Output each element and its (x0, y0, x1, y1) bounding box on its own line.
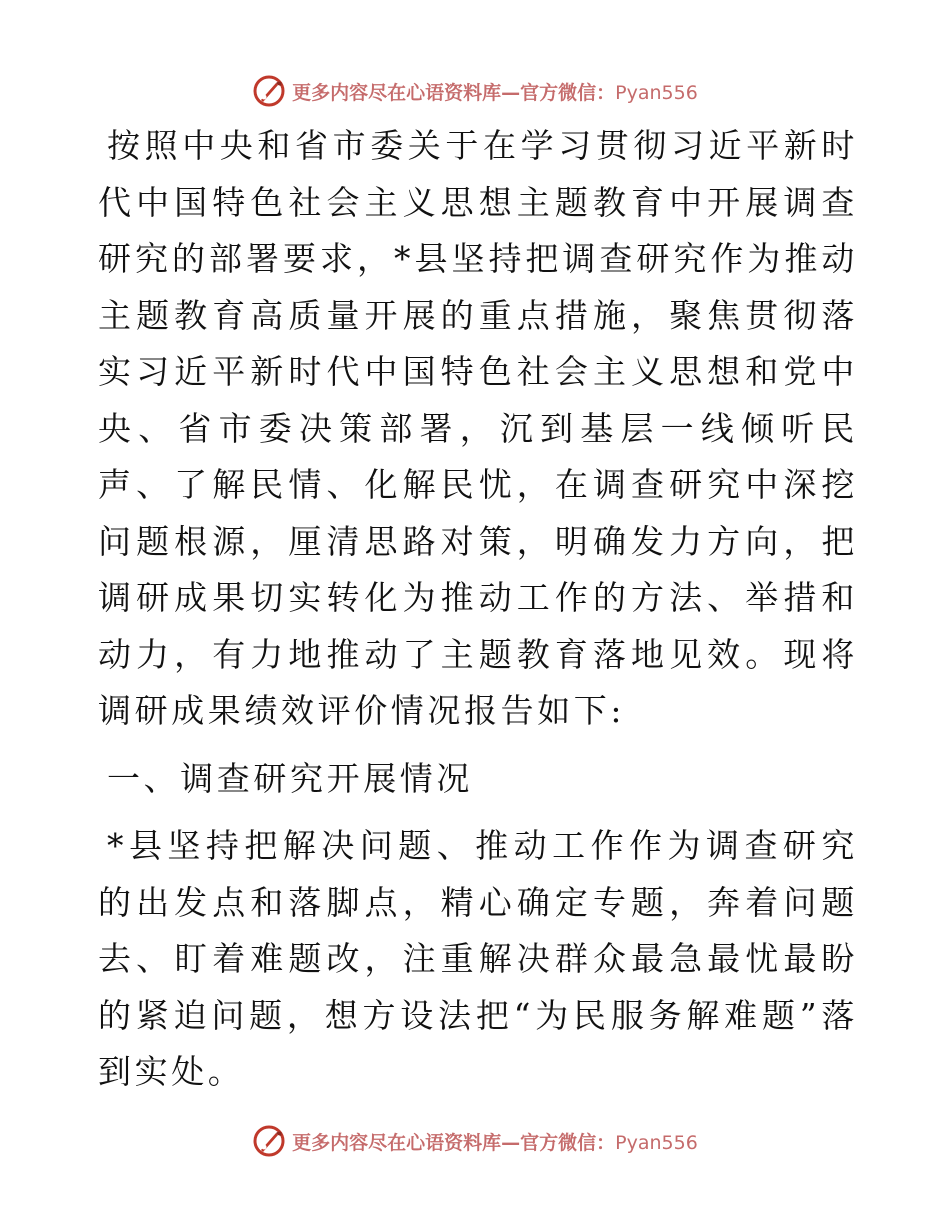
document-body (98, 118, 858, 1101)
quill-logo-icon (252, 74, 286, 108)
footer-watermark (0, 1121, 950, 1161)
header-watermark (0, 71, 950, 111)
watermark-wechat-id: Pyan556 (615, 81, 698, 104)
quill-logo-icon (252, 1124, 286, 1158)
section-heading: 一、调查研究开展情况 (107, 758, 473, 798)
watermark-text: 更多内容尽在心语资料库—官方微信：Pyan556 (292, 1131, 698, 1154)
paragraph-section-one: *县坚持把解决问题、推动工作作为调查研究的出发点和落脚点，精心确定专题，奔着问题去、盯着难题改，注重解决群众最急最忧最盼的紧迫问题，想方设法把“为民服务解难题”落到实处。 (98, 826, 858, 1091)
watermark-text: 更多内容尽在心语资料库—官方微信：Pyan556 (292, 81, 698, 104)
paragraph-intro: 按照中央和省市委关于在学习贯彻习近平新时代中国特色社会主义思想主题教育中开展调查研究的部署要求，*县坚持把调查研究作为推动主题教育高质量开展的重点措施，聚焦贯彻落实习近平新时代中国特色社会主义思想和党中央、省市委决策部署，沉到基层一线倾听民声、了解民情、化解民忧，在调查研究中深挖问题根源，厘清思路对策，明确发力方向，把调研成果切实转化为推动工作的方法、举措和动力，有力地推动了主题教育落地见效。现将调研成果绩效评价情况报告如下: (98, 126, 858, 730)
watermark-wechat-id: Pyan556 (615, 1131, 698, 1154)
